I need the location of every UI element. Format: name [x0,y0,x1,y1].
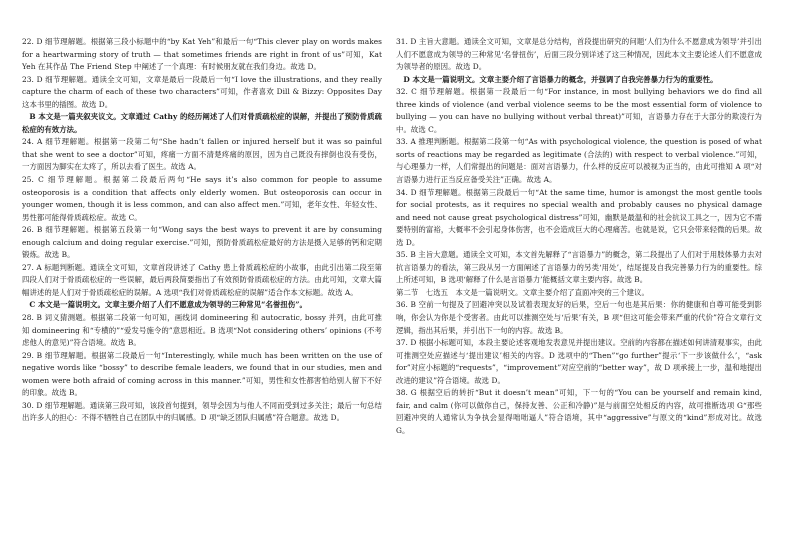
answer-paragraph: 34. D 细节理解题。根据第三段最后一句“At the same time, humor is amongst the most gentle tools for social protests, as it requires no special wealth and probably causes no physical damage and need not cause great psychological distress”可知，幽默是最温和的社会抗议工具之一，因为它不需要特别的富裕，大概率不会引起身体伤害，也不会造成巨大的心理痛苦。也就是说，它只会带来轻微的后果。故选 D。 [396,187,762,247]
answer-paragraph: 35. B 主旨大意题。通读全文可知，本文首先解释了“言语暴力”的概念，第二段提出了人们对于用肢体暴力去对抗言语暴力的看法，第三段从另一方面阐述了言语暴力的另类‘用处’，结尾提及自我完善暴力行为的重要性。综上所述可知，B 选项‘解释了什么是言语暴力’能概括文章主要内容。故选 B。 [396,250,762,285]
answer-paragraph: 25. C 细节理解题。根据第二段最后两句“He says it’s also common for people to assume osteoporosis is a condition that affects only elderly women. But osteoporosis can occur in younger women, though it is less common, and can also affect men.”可知，老年女性、年轻女性、男性都可能得骨质疏松症。故选 C。 [22,175,382,222]
left-column [22,36,382,425]
answer-paragraph: 28. B 词义猜测题。根据第二段第一句可知，画线词 domineering 和 autocratic, bossy 并列，由此可推知 domineering 和“专横的”“爱发号施令的”意思相近。B 选项“Not considering others’ opinions (不考虑他人的意见)”符合语境。故选 B。 [22,313,382,348]
answer-paragraph: 38. G 根据空后的转折“But it doesn’t mean”可知，下一句的“You can be yourself and remain kind, fair, and calm (你可以做你自己，保持友善、公正和冷静)”是与前面空处相反的内容，故可推断选项 G“那些回避冲突的人通常认为争执会显得咄咄逼人”符合语境，其中“aggressive”与原文的“kind”形成对比。故选 G。 [396,388,762,435]
answer-paragraph: 第二节 七选五 本文是一篇说明文。文章主要介绍了直面冲突的三个建议。 [396,287,649,297]
answer-paragraph: 31. D 主旨大意题。通读全文可知，文章是总分结构，首段提出研究的问题‘人们为什么不愿意成为领导’并引出人们不愿意成为领导的三种常见‘名誉扭伤’，后面三段分别详述了这三种情况，因此本文主要论述人们不愿意成为领导者的原因。故选 D。 [396,37,762,72]
passage-summary: D 本文是一篇说明文。文章主要介绍了言语暴力的概念，并强调了自我完善暴力行为的重要性。 [403,74,718,84]
answer-paragraph: 23. D 细节理解题。通读全文可知，文章是最后一段最后一句“I love the illustrations, and they really capture the charm of each of these two characters”可知，作者喜欢 Dill & Bizzy: Opposites Day 这本书里的插图。故选 D。 [22,74,382,109]
answer-paragraph: 29. B 细节理解题。根据第二段最后一句“Interestingly, while much has been written on the use of negative words like “bossy” to describe female leaders, we found that in our studies, men and women were both afraid of coming across in this manner.”可知，男性和女性都害怕给别人留下不好的印象。故选 B。 [22,350,382,398]
answer-paragraph: 24. A 细节理解题。根据第一段第二句“She hadn’t fallen or injured herself but it was so painful that she went to see a doctor”可知，疼痛一方面不清楚疼痛的原因，因为自己既没有摔倒也没有受伤，一方面因为脚实在太疼了，所以去看了医生。故选 A。 [22,137,382,172]
answer-paragraph: 36. B 空前一句提及了回避冲突以及试着表现友好的后果，空后一句也是其后果：你的健康和自尊可能受到影响，你会认为你是个受害者。由此可以推测空处与‘后果’有关，B 项“但这可能会带来严重的代价”符合文章行文逻辑，指出其后果，并引出下一句的内容。故选 B。 [396,300,762,335]
right-column [396,36,762,438]
passage-summary: C 本文是一篇说明文。文章主要介绍了人们不愿意成为领导的三种常见“名誉扭伤”。 [29,300,307,310]
answer-paragraph: 27. A 标题判断题。通读全文可知，文章首段讲述了 Cathy 患上骨质疏松症的小故事，由此引出第二段至第四段人们对于骨质疏松症的一些误解，最后两段简要指出了有效预防骨质疏松症的方法。由此可知，文章大篇幅讲述的是人们对于骨质疏松症的误解。A 选项“我们对骨质疏松症的误解”适合作本文标题。故选 A。 [22,262,382,297]
answer-paragraph: 26. B 细节理解题。根据第五段第一句“Wong says the best ways to prevent it are by consuming enough calcium and doing regular exercise.”可知，预防骨质疏松症最好的方法是摄入足够的钙和定期锻炼。故选 B。 [22,225,382,260]
passage-summary: B 本文是一篇夹叙夹议文。文章通过 Cathy 的经历阐述了人们对骨质疏松症的误解，并提出了预防骨质疏松症的有效方法。 [22,112,382,134]
answer-paragraph: 37. D 根据小标题可知，本段主要论述客观地发表意见并提出建议。空前的内容都在描述如何讲清观事实，由此可推测空处应描述与‘提出建议’相关的内容。D 选项中的“Then”“go further”提示‘下一步该做什么’，“ask for”对应小标题的“requests”，“improvement”对应空前的“better way”，故 D 项承接上一步，温和地提出改进的建议”符合语境。故选 D。 [396,338,762,385]
answer-paragraph: 32. C 细节理解题。根据第一段最后一句“For instance, in most bullying behaviors we do find all three kinds of violence (and verbal violence seems to be the most essential form of violence to bullying — you can have no bullying without verbal threat)”可知，言语暴力存在于大部分的欺凌行为中。故选 C。 [396,87,762,134]
answer-paragraph: 33. A 推理判断题。根据第二段第一句“As with psychological violence, the question is posed of what sorts of reactions may be regarded as legitimate (合法的) with respect to verbal violence.”可知，与心理暴力一样，人们常提出的问题是：面对言语暴力，什么样的反应可以被视为正当的，由此可推知 A 项“对言语暴力进行正当反应备受关注”正确。故选 A。 [396,137,762,185]
answer-paragraph: 30. D 细节理解题。通读第三段可知，该段首句提到，领导会因为与他人不同而受到过多关注；最后一句总结出许多人的担心：不得不牺牲自己在团队中的归属感。D 项“缺乏团队归属感”符合题意。故选 D。 [22,400,382,423]
answer-paragraph: 22. D 细节理解题。根据第三段小标题中的“by Kat Yeh”和最后一句“This clever play on words makes for a heartwarming story of truth — that sometimes friends are right in front of us”可知，Kat Yeh 在其作品 The Friend Step 中阐述了一个真理：有时候朋友就在我们身边。故选 D。 [22,37,382,72]
